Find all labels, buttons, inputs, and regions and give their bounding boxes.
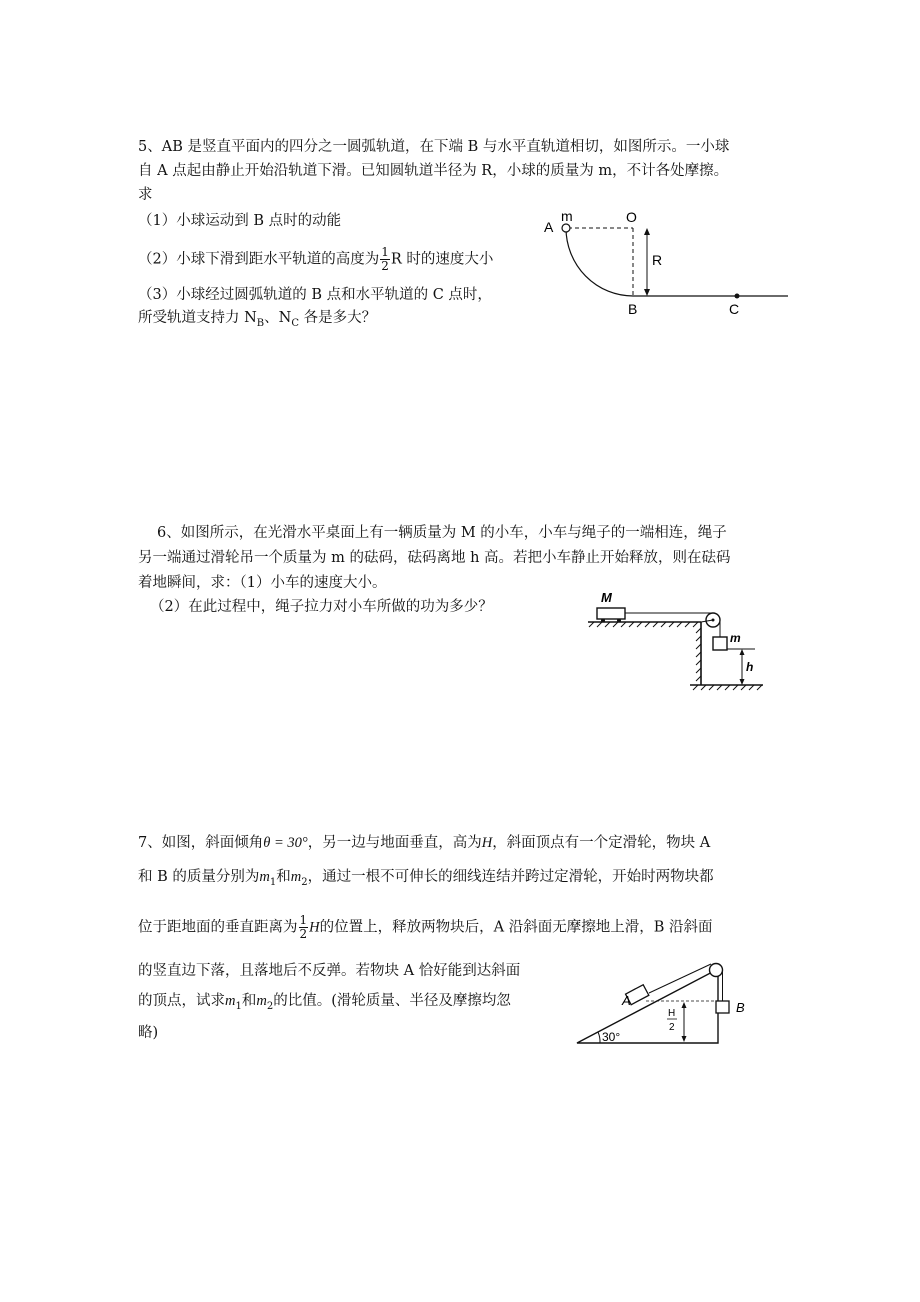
q7-line-5: 的顶点，试求$m_1$和$m_2$的比值。(滑轮质量、半径及摩擦均忽 [138, 993, 511, 1012]
label-m-weight: m [730, 631, 741, 645]
wheel-icon [601, 619, 605, 623]
q5-sub-2: （2）小球下滑到距水平轨道的高度为 $\frac{1}{2}$ R 时的速度大小 [138, 245, 494, 273]
q5-sub-3b: 所受轨道支持力 $N_B$、$N_C$ 各是多大？ [138, 310, 377, 329]
arrow-up-icon [682, 1002, 687, 1008]
q6-line-1: 6、如图所示，在光滑水平桌面上有一辆质量为 M 的小车，小车与绳子的一端相连，绳子 [157, 525, 727, 541]
angle-arc [598, 1032, 600, 1043]
q7-line-4: 的竖直边下落，且落地后不反弹。若物块 A 恰好能到达斜面 [138, 963, 521, 979]
point-c-dot [735, 294, 740, 299]
label-h: H [668, 1008, 676, 1019]
label-c: C [729, 301, 740, 317]
q5-line-2: 自 A 点起由静止开始沿轨道下滑。已知圆轨道半径为 R，小球的质量为 m，不计各处摩擦。 [138, 163, 729, 179]
arrow-down-icon [682, 1036, 687, 1042]
label-two: 2 [669, 1022, 675, 1033]
fraction-half: $\frac{1}{2}$ [381, 245, 389, 273]
label-a: A [544, 219, 554, 235]
arrow-up-icon [644, 228, 650, 235]
cart-body [597, 608, 625, 619]
arrow-down-icon [644, 289, 650, 296]
pulley-icon [710, 964, 723, 977]
fraction-half: $\frac{1}{2}$ [299, 913, 308, 941]
label-b: B [628, 301, 638, 317]
weight-block [713, 637, 727, 650]
q6-figure-cart-pulley [583, 585, 773, 695]
q7-line-2: 和 B 的质量分别为$m_1$和$m_2$，通过一根不可伸长的细线连结并跨过定滑轮，开始时两物块都 [138, 869, 714, 888]
q7-line-3: 位于距地面的垂直距离为 $\frac{1}{2}$ H的位置上，释放两物块后，A 沿斜面无摩擦地上滑，B 沿斜面 [138, 913, 713, 941]
ball-icon [562, 224, 570, 232]
q5-figure-arc-track [540, 208, 800, 323]
q7-line-6: 略) [138, 1025, 159, 1041]
label-b: B [736, 1000, 745, 1015]
q7-line-1: 7、如图，斜面倾角θ = 30°，另一边与地面垂直，高为H，斜面顶点有一个定滑轮，物块 A [138, 835, 711, 851]
q5-line-3: 求 [138, 187, 153, 203]
quarter-arc-track [566, 228, 633, 296]
wheel-icon [617, 619, 621, 623]
label-m: m [561, 208, 573, 224]
q5-line-1: 5、AB 是竖直平面内的四分之一圆弧轨道，在下端 B 与水平直轨道相切，如图所示。一小球 [138, 139, 730, 155]
q5-sub-1: （1）小球运动到 B 点时的动能 [138, 213, 342, 229]
label-h: h [746, 660, 754, 674]
label-a: A [622, 993, 631, 1008]
q6-line-2: 另一端通过滑轮吊一个质量为 m 的砝码，砝码离地 h 高。若把小车静止开始释放，则在砝码 [138, 550, 731, 566]
q7-figure-incline [572, 955, 762, 1050]
label-o: O [626, 209, 637, 225]
q6-line-4: （2）在此过程中，绳子拉力对小车所做的功为多少？ [150, 599, 493, 615]
arrow-down-icon [740, 679, 745, 685]
arrow-up-icon [740, 649, 745, 655]
incline-triangle [577, 969, 718, 1043]
block-b [716, 1001, 729, 1013]
label-angle: 30° [602, 1030, 621, 1044]
label-r: R [652, 252, 663, 268]
q6-line-3: 着地瞬间，求：（1）小车的速度大小。 [138, 575, 387, 591]
q5-sub-3a: （3）小球经过圆弧轨道的 B 点和水平轨道的 C 点时， [138, 287, 492, 303]
label-m-cart: M [601, 590, 612, 605]
